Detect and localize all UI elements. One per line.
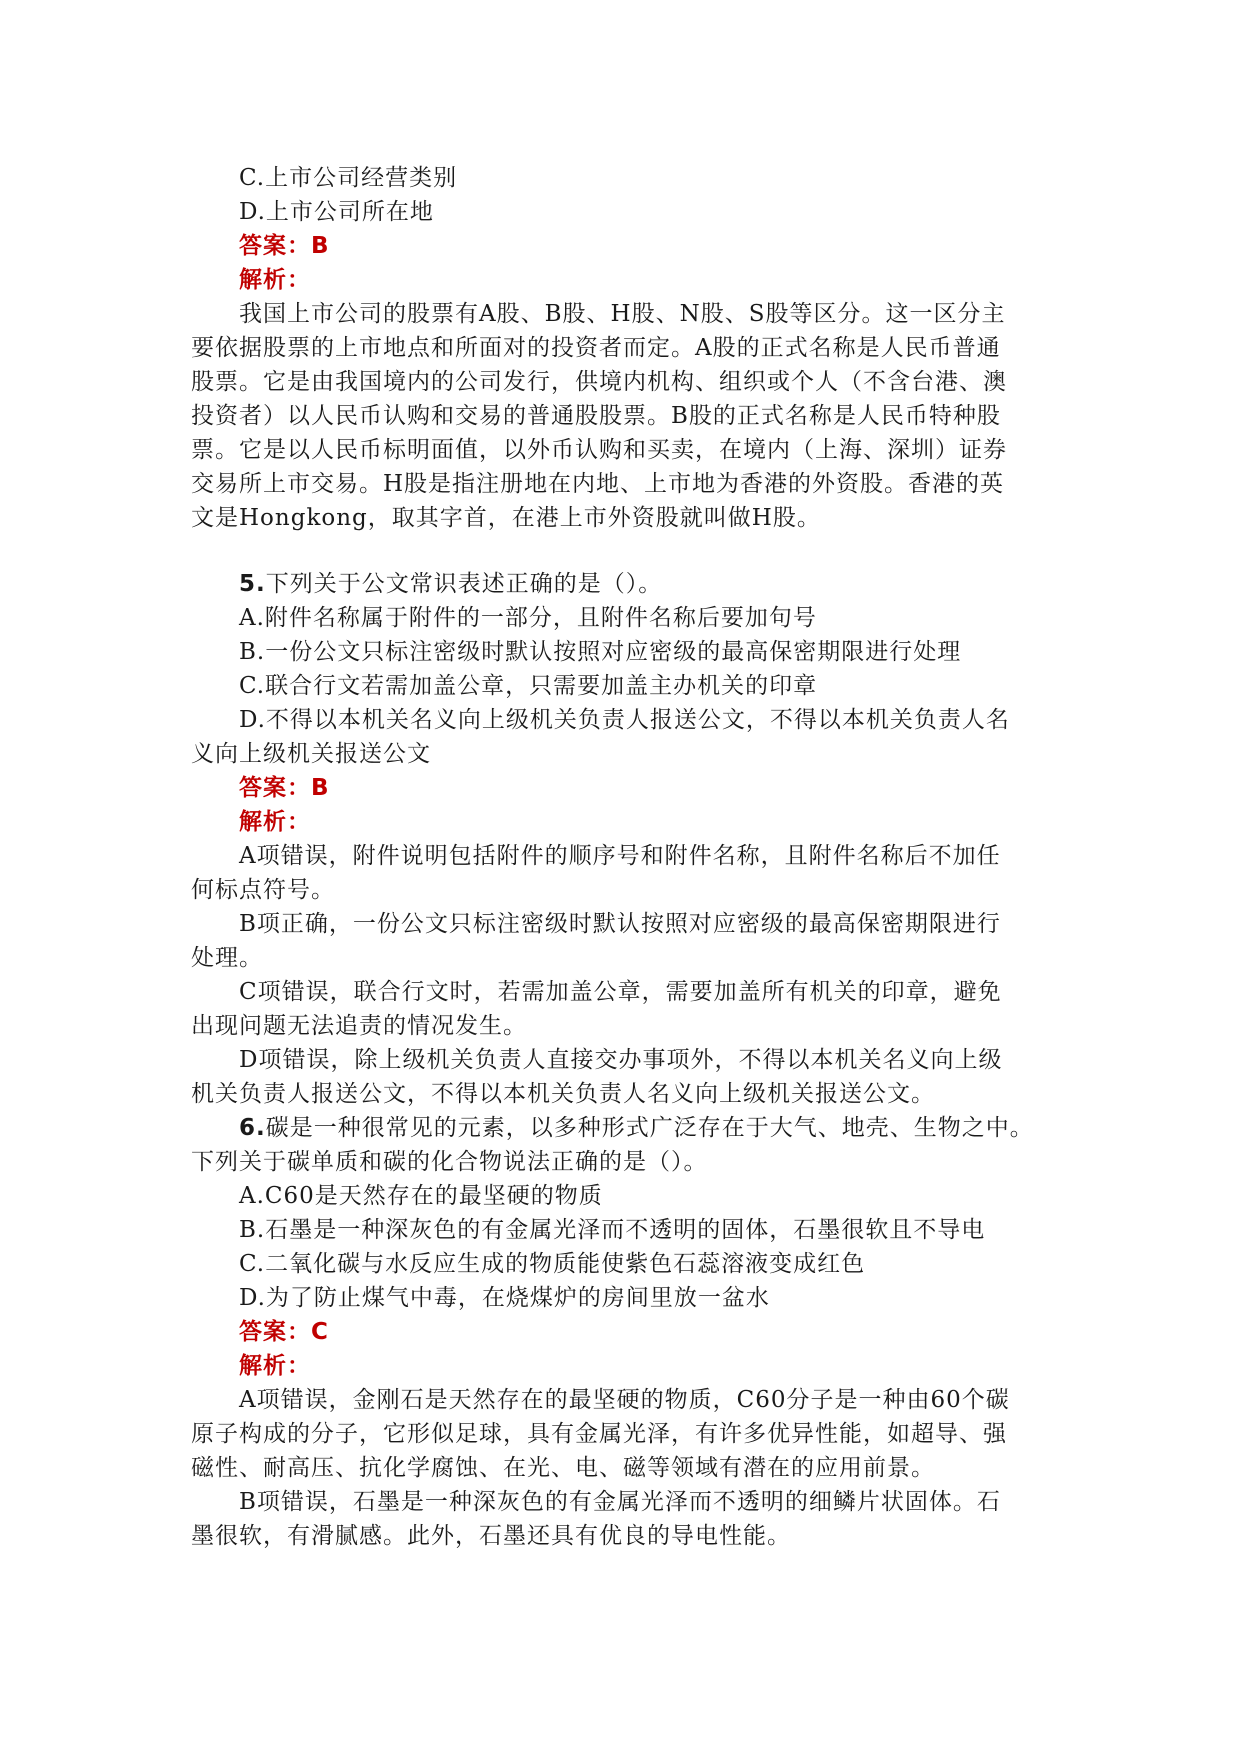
analysis-text: B项正确，一份公文只标注密级时默认按照对应密级的最高保密期限进行 [239,911,1001,937]
analysis-text: 出现问题无法追责的情况发生。 [191,1013,527,1039]
answer-label: 答案：B [239,233,330,259]
analysis-text: C项错误，联合行文时，若需加盖公章，需要加盖所有机关的印章，避免 [239,979,1002,1005]
option-d: D.为了防止煤气中毒，在烧煤炉的房间里放一盆水 [239,1285,770,1311]
analysis-text: 处理。 [191,945,263,971]
analysis-text: B项错误，石墨是一种深灰色的有金属光泽而不透明的细鳞片状固体。石 [239,1489,1001,1515]
analysis-text: 墨很软，有滑腻感。此外，石墨还具有优良的导电性能。 [191,1523,791,1549]
question-number: 5. [239,571,266,597]
analysis-text: A项错误，金刚石是天然存在的最坚硬的物质，C60分子是一种由60个碳 [239,1387,1010,1413]
option-a: A.附件名称属于附件的一部分，且附件名称后要加句号 [239,605,817,631]
question-5-stem [239,567,662,601]
analysis-text: D项错误，除上级机关负责人直接交办事项外，不得以本机关名义向上级 [239,1047,1003,1073]
analysis-text: 原子构成的分子，它形似足球，具有金属光泽，有许多优异性能，如超导、强 [191,1421,1007,1447]
analysis-text: A项错误，附件说明包括附件的顺序号和附件名称，且附件名称后不加任 [239,843,1001,869]
analysis-text: 投资者）以人民币认购和交易的普通股股票。B股的正式名称是人民币特种股 [191,403,1001,429]
analysis-text: 文是Hongkong，取其字首，在港上市外资股就叫做H股。 [191,505,821,531]
analysis-text: 磁性、耐高压、抗化学腐蚀、在光、电、磁等领域有潜在的应用前景。 [191,1455,935,1481]
analysis-text: 票。它是以人民币标明面值，以外币认购和买卖，在境内（上海、深圳）证券 [191,437,1007,463]
analysis-label: 解析： [239,809,311,835]
analysis-text: 要依据股票的上市地点和所面对的投资者而定。A股的正式名称是人民币普通 [191,335,1001,361]
option-b: B.石墨是一种深灰色的有金属光泽而不透明的固体，石墨很软且不导电 [239,1217,986,1243]
answer-label: 答案：B [239,775,330,801]
option-b: B.一份公文只标注密级时默认按照对应密级的最高保密期限进行处理 [239,639,962,665]
analysis-text: 机关负责人报送公文，不得以本机关负责人名义向上级机关报送公文。 [191,1081,935,1107]
question-text: 碳是一种很常见的元素，以多种形式广泛存在于大气、地壳、生物之中。 [265,1115,1034,1141]
option-a: A.C60是天然存在的最坚硬的物质 [239,1183,603,1209]
analysis-text: 股票。它是由我国境内的公司发行，供境内机构、组织或个人（不含台港、澳 [191,369,1007,395]
option-d: D.上市公司所在地 [239,199,434,225]
question-number: 6. [239,1115,266,1141]
analysis-text: 何标点符号。 [191,877,335,903]
analysis-text: 我国上市公司的股票有A股、B股、H股、N股、S股等区分。这一区分主 [239,301,1006,327]
option-c: C.二氧化碳与水反应生成的物质能使紫色石蕊溶液变成红色 [239,1251,866,1277]
question-text: 下列关于碳单质和碳的化合物说法正确的是（）。 [191,1149,708,1175]
question-6-stem [239,1111,1034,1145]
question-text: 下列关于公文常识表述正确的是（）。 [265,571,663,597]
answer-label: 答案：C [239,1319,329,1345]
option-c: C.上市公司经营类别 [239,165,458,191]
analysis-text: 交易所上市交易。H股是指注册地在内地、上市地为香港的外资股。香港的英 [191,471,1005,497]
option-c: C.联合行文若需加盖公章，只需要加盖主办机关的印章 [239,673,818,699]
analysis-label: 解析： [239,1353,311,1379]
option-d: D.不得以本机关名义向上级机关负责人报送公文，不得以本机关负责人名 [239,707,1010,733]
option-d-continued: 义向上级机关报送公文 [191,741,431,767]
analysis-label: 解析： [239,267,311,293]
